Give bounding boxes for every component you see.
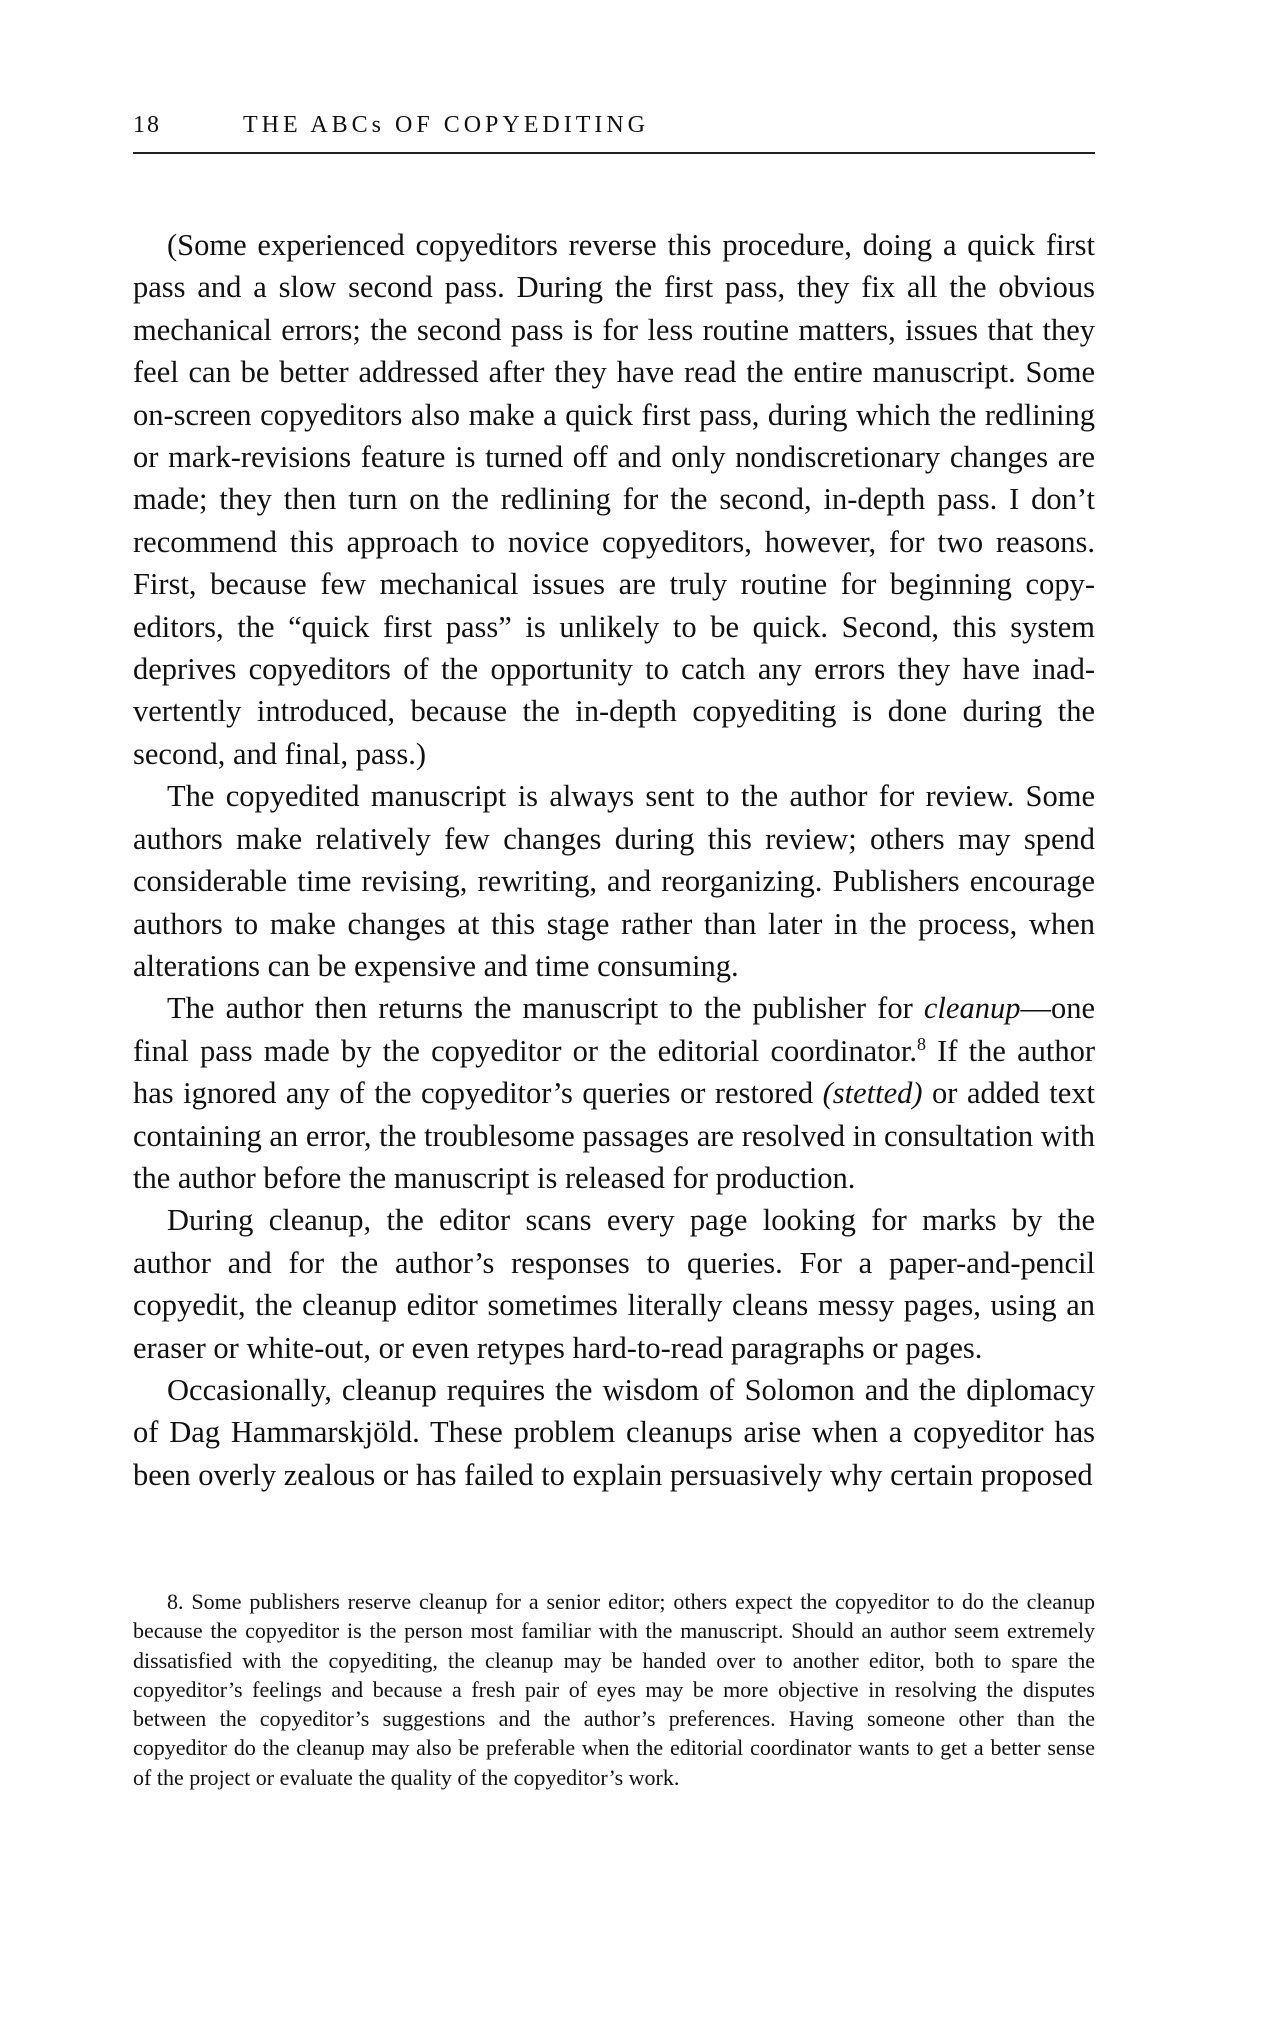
paragraph-3-text-d: or added text containing an error, the troublesome passages are resolved in consultation with the author before the manuscript is released for production. <box>133 1076 1095 1195</box>
footnote-8 <box>133 1587 1095 1792</box>
footnote <box>133 1587 1095 1792</box>
running-title: THE ABCs OF COPYEDITING <box>243 112 650 138</box>
body-text <box>133 224 1095 1496</box>
header-rule <box>133 152 1095 154</box>
footnote-text: Some publishers reserve cleanup for a senior editor; others expect the copyeditor to do the cleanup because the copyeditor is the person most familiar with the manuscript. Should an author seem extremely dissatisfied with the copyediting, the cleanup may be handed over to another editor, both to spare the copyeditor’s feelings and because a fresh pair of eyes may be more objective in resolving the disputes between the copyeditor’s suggestions and the author’s preferences. Having someone other than the copyeditor do the cleanup may also be preferable when the editorial coordinator wants to get a better sense of the project or evaluate the quality of the copyeditor’s work. <box>133 1589 1095 1790</box>
paragraph-2: The copyedited manuscript is always sent to the author for review. Some authors make relatively few changes during this review; others may spend considerable time revising, rewriting, and reorganizing. Publishers encourage authors to make changes at this stage rather than later in the process, when alterations can be expensive and time consuming. <box>133 779 1095 983</box>
paragraph-3 <box>133 987 1095 1199</box>
footnote-number: 8. <box>167 1589 184 1614</box>
running-head <box>133 112 1095 139</box>
paragraph-3-text-a: The author then returns the manuscript to the publisher for <box>167 991 924 1026</box>
paragraph-3-text-c: If the author has ignored any of the copyeditor’s queries or restored <box>133 1033 1095 1111</box>
term-cleanup: cleanup <box>923 991 1021 1026</box>
footnote-reference: 8 <box>917 1033 926 1054</box>
page-number: 18 <box>133 112 161 138</box>
paragraph-1: (Some experienced copyeditors reverse this procedure, doing a quick first pass and a slow second pass. During the first pass, they fix all the obvious mechanical errors; the second pass is for less routine matters, issues that they feel can be better addressed after they have read the entire manuscript. Some on-screen copyeditors also make a quick first pass, during which the redlining or mark-revisions feature is turned off and only nondiscretionary changes are made; they then turn on the redlining for the second, in-depth pass. I don’t recommend this approach to novice copyeditors, however, for two reasons. First, because few mechanical issues are truly routine for beginning copyeditors, the “quick first pass” is unlikely to be quick. Second, this system deprives copyeditors of the opportunity to catch any errors they have inadvertently introduced, because the in-depth copyediting is done during the second, and final, pass.) <box>133 228 1095 771</box>
paragraph-4: During cleanup, the editor scans every page looking for marks by the author and for the author’s responses to queries. For a paper-and-pencil copyedit, the cleanup editor sometimes literally cleans messy pages, using an eraser or white-out, or even retypes hard-to-read paragraphs or pages. <box>133 1203 1095 1365</box>
paragraph-5: Occasionally, cleanup requires the wisdom of Solomon and the diplomacy of Dag Hammarskjöld. These problem cleanups arise when a copyeditor has been overly zealous or has failed to explain persuasively why certain proposed <box>133 1372 1095 1492</box>
term-stetted: (stetted) <box>822 1076 923 1111</box>
paragraph-3-text-b: —one final pass made by the copyeditor or the editorial coordinator. <box>133 991 1095 1068</box>
